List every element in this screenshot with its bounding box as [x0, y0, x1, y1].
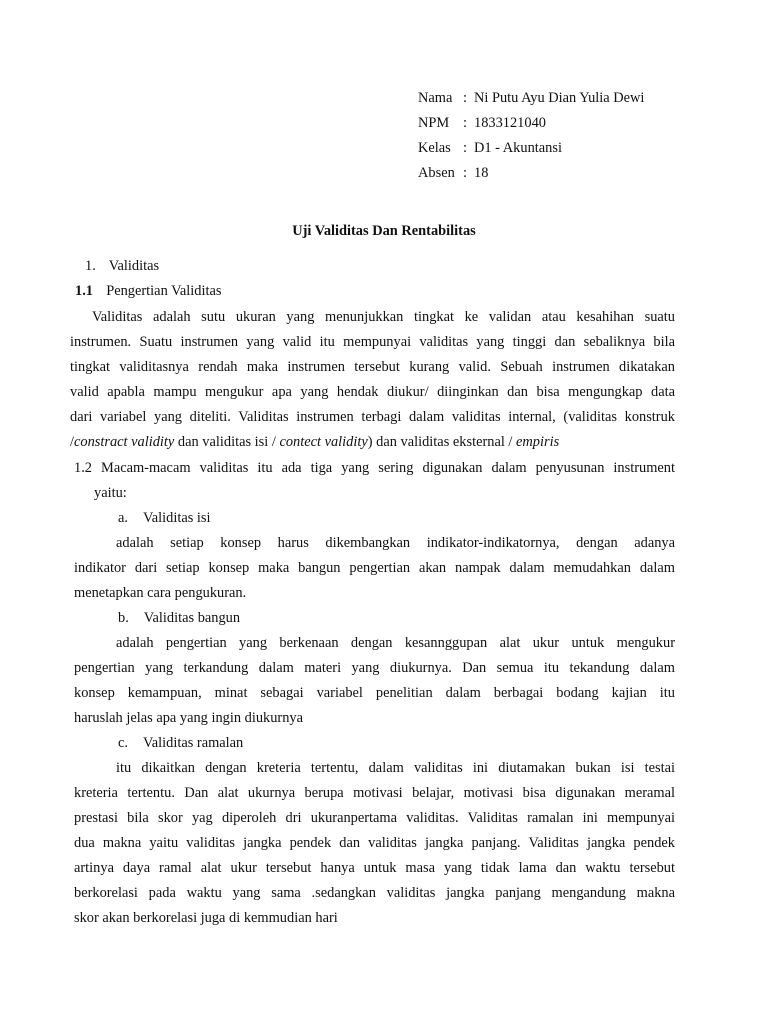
section-1-1-heading [75, 280, 221, 302]
italic-term: constract validity [74, 434, 175, 450]
info-separator: : [463, 140, 467, 156]
info-label: Nama [418, 90, 453, 106]
item-c-line: itu dikaitkan dengan kreteria tertentu, dalam validitas ini diutamakan bukan isi testai [116, 760, 675, 776]
item-title: Validitas bangun [143, 610, 241, 626]
text-run: ) dan validitas eksternal / [367, 434, 517, 450]
item-c-line: artinya daya ramal alat ukur tersebut hanya untuk masa yang tidak lama dan waktu tersebut [74, 860, 675, 876]
info-value: 18 [474, 165, 489, 181]
info-row-absen [418, 161, 644, 186]
item-c-line: dua makna yaitu validitas jangka pendek dan validitas jangka panjang. Validitas jangka pendek [74, 835, 675, 851]
student-info-table [418, 86, 644, 186]
item-c-line: berkorelasi pada waktu yang sama .sedangkan validitas jangka panjang mengandung makna [74, 885, 675, 901]
item-letter: c. [118, 735, 128, 751]
student-info [418, 86, 644, 186]
paragraph-last-line [70, 431, 559, 453]
info-value: Ni Putu Ayu Dian Yulia Dewi [474, 90, 645, 106]
item-c-line: skor akan berkorelasi juga di kemmudian hari [74, 910, 338, 926]
info-row-kelas [418, 136, 644, 161]
item-a-heading [118, 507, 211, 529]
item-b-line: konsep kemampuan, minat sebagai variabel penelitian dalam berbagai bodang kajian itu [74, 685, 675, 701]
text-run: / [70, 434, 74, 450]
item-b-line: haruslah jelas apa yang ingin diukurnya [74, 710, 303, 726]
item-a-line: adalah setiap konsep harus dikembangkan indikator-indikatornya, dengan adanya [116, 535, 675, 551]
section-title: Pengertian Validitas [106, 283, 222, 299]
section-1-2-line: 1.2 Macam-macam validitas itu ada tiga yang sering digunakan dalam penyusunan instrument [74, 460, 675, 476]
item-letter: a. [118, 510, 128, 526]
info-separator: : [463, 90, 467, 106]
section-1-heading [85, 255, 159, 277]
item-c-heading [118, 732, 243, 754]
item-letter: b. [118, 610, 129, 626]
italic-term: empiris [516, 434, 560, 450]
item-a-line: indikator dari setiap konsep maka bangun pengertian akan nampak dalam memudahkan dalam [74, 560, 675, 576]
item-a-line: menetapkan cara pengukuran. [74, 585, 247, 601]
info-row-name [418, 86, 644, 111]
paragraph-line: dari variabel yang diteliti. Validitas instrumen terbagi dalam validitas internal, (validitas konstruk [70, 409, 675, 425]
info-separator: : [463, 115, 467, 131]
paragraph-line: tingkat validitasnya rendah maka instrumen tersebut kurang valid. Sebuah instrumen dikatakan [70, 359, 675, 375]
item-b-line: pengertian yang terkandung dalam materi yang diukurnya. Dan semua itu tekandung dalam [74, 660, 675, 676]
section-1-2-line: yaitu: [94, 485, 127, 501]
paragraph-line: valid apabla mampu mengukur apa yang hendak diukur/ diinginkan dan bisa mengungkap data [70, 384, 675, 400]
item-b-heading [118, 607, 240, 629]
info-separator: : [463, 165, 467, 181]
info-value: D1 - Akuntansi [474, 140, 562, 156]
info-value: 1833121040 [474, 115, 546, 131]
text-run: dan validitas isi / [174, 434, 280, 450]
italic-term: contect validity [279, 434, 368, 450]
info-label: NPM [418, 115, 450, 131]
item-c-line: prestasi bila skor yag diperoleh dri ukuranpertama validitas. Validitas ramalan ini mempunyai [74, 810, 675, 826]
item-c-line: kreteria tertentu. Dan alat ukurnya berupa motivasi belajar, motivasi bisa digunakan meramal [74, 785, 675, 801]
section-number: 1.1 [75, 283, 93, 299]
paragraph-line: instrumen. Suatu instrumen yang valid itu mempunyai validitas yang tinggi dan sebaliknya bila [70, 334, 675, 350]
info-label: Kelas [418, 140, 451, 156]
document-title: Uji Validitas Dan Rentabilitas [292, 223, 476, 239]
item-title: Validitas ramalan [142, 735, 244, 751]
section-title: Validitas [108, 258, 160, 274]
info-label: Absen [418, 165, 455, 181]
item-title: Validitas isi [142, 510, 211, 526]
item-b-line: adalah pengertian yang berkenaan dengan kesannggupan alat ukur untuk mengukur [116, 635, 675, 651]
section-number: 1. [85, 258, 96, 274]
info-row-npm [418, 111, 644, 136]
paragraph-line: Validitas adalah sutu ukuran yang menunjukkan tingkat ke validan atau kesahihan suatu [92, 309, 675, 325]
